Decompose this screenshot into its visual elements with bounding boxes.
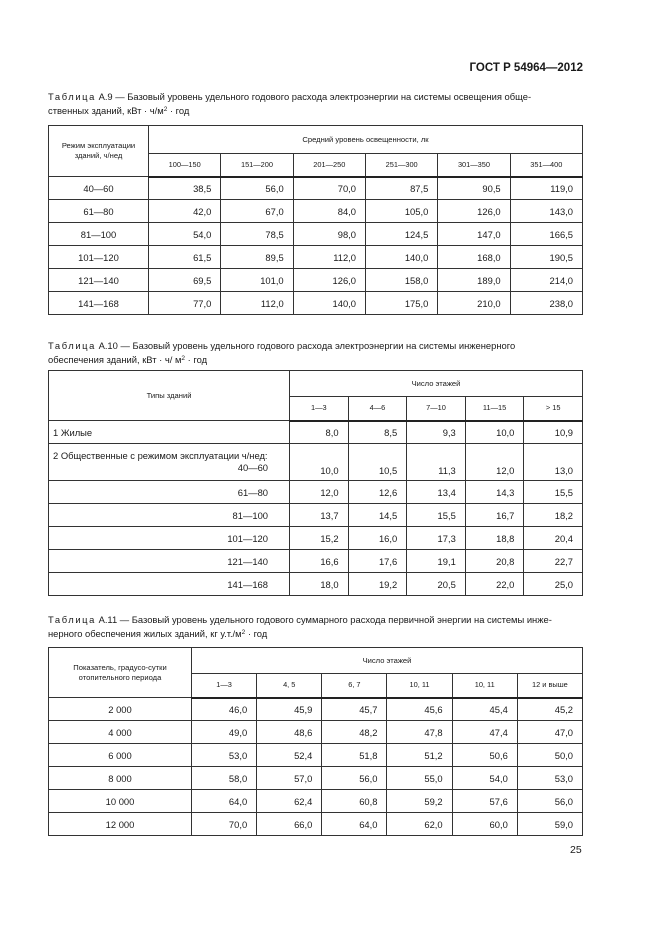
table-cell: 168,0: [438, 246, 510, 269]
table-cell: 57,6: [452, 790, 517, 813]
row-label: 10 000: [49, 790, 192, 813]
table-cell: 14,5: [348, 504, 407, 527]
table-cell: 16,0: [348, 527, 407, 550]
table-cell: 48,2: [322, 721, 387, 744]
row-label: 61—80: [49, 200, 149, 223]
table10-col1-header: Типы зданий: [49, 371, 290, 421]
table10-row-label: 1 Жилые: [49, 421, 290, 444]
row-label: [49, 444, 290, 481]
table10-caption-sup: 2: [181, 354, 186, 362]
table11-caption-line2: нерного обеспечения жилых зданий, кг у.т./м: [48, 627, 242, 639]
table9-caption-line1: А.9 — Базовый уровень удельного годового расхода электроэнергии на системы освещения обще-: [95, 91, 532, 102]
table11-col1-header: Показатель, градусо-сутки отопительного периода: [49, 648, 192, 698]
table-cell: 46,0: [192, 698, 257, 721]
table-cell: 78,5: [221, 223, 293, 246]
table-cell: 56,0: [322, 767, 387, 790]
table-cell: 16,7: [465, 504, 524, 527]
table-row: [49, 269, 583, 292]
table-cell: 70,0: [192, 813, 257, 836]
table9-subheader: 351—400: [510, 154, 582, 177]
table-cell: 140,0: [293, 292, 365, 315]
table-cell: 189,0: [438, 269, 510, 292]
table-cell: 20,4: [524, 527, 583, 550]
table-cell: 20,5: [407, 573, 466, 596]
table-cell: 158,0: [365, 269, 437, 292]
table9-col1-header: Режим эксплуатации зданий, ч/нед: [49, 126, 149, 177]
table10-subheader: 7—10: [407, 397, 466, 421]
table10-caption-tail: · год: [185, 353, 208, 365]
table10-cell: 8,5: [348, 421, 407, 444]
table-cell: 54,0: [149, 223, 221, 246]
table-cell: 47,4: [452, 721, 517, 744]
table-cell: 54,0: [452, 767, 517, 790]
table11-subheader: 10, 11: [452, 674, 517, 698]
table-cell: 60,0: [452, 813, 517, 836]
table9-caption: [48, 90, 582, 117]
table9-subheader: 151—200: [221, 154, 293, 177]
table9-subheader: 301—350: [438, 154, 510, 177]
table11-subheader: 12 и выше: [517, 674, 582, 698]
table-row: [49, 292, 583, 315]
table-cell: 10,5: [348, 444, 407, 481]
table-cell: 98,0: [293, 223, 365, 246]
table-cell: 53,0: [517, 767, 582, 790]
table11-caption-prefix: Таблица: [48, 614, 96, 625]
table-cell: 166,5: [510, 223, 582, 246]
table10-cell: 9,3: [407, 421, 466, 444]
table-row: [49, 790, 583, 813]
table9-caption-prefix: Таблица: [48, 91, 96, 102]
row-label: 121—140: [49, 269, 149, 292]
row-label: 12 000: [49, 813, 192, 836]
table-row: [49, 550, 583, 573]
table9: [48, 125, 583, 315]
table-cell: 45,9: [257, 698, 322, 721]
table-cell: 18,8: [465, 527, 524, 550]
table-cell: 25,0: [524, 573, 583, 596]
table-cell: 52,4: [257, 744, 322, 767]
table10-subheader: 11—15: [465, 397, 524, 421]
table-row: [49, 744, 583, 767]
table11-subheader: 4, 5: [257, 674, 322, 698]
table11-subheader: 1—3: [192, 674, 257, 698]
table-cell: 47,8: [387, 721, 452, 744]
table-cell: 124,5: [365, 223, 437, 246]
row-label: 141—168: [49, 292, 149, 315]
row-label: 81—100: [49, 504, 290, 527]
table11-caption: [48, 613, 582, 640]
table-cell: 17,6: [348, 550, 407, 573]
table9-caption-sup: 2: [163, 105, 168, 113]
table-row: [49, 504, 583, 527]
table-cell: 45,4: [452, 698, 517, 721]
table10-caption-line1: А.10 — Базовый уровень удельного годового расхода электроэнергии на системы инженерного: [95, 340, 516, 351]
table-row: [49, 444, 583, 481]
table-cell: 210,0: [438, 292, 510, 315]
row-label: 101—120: [49, 527, 290, 550]
table-cell: 47,0: [517, 721, 582, 744]
table11-group-header: Число этажей: [192, 648, 583, 674]
row-label: 2 000: [49, 698, 192, 721]
table9-caption-line2: ственных зданий, кВт · ч/м: [48, 104, 164, 116]
table-row: [49, 813, 583, 836]
table-cell: 53,0: [192, 744, 257, 767]
table9-subheader: 100—150: [149, 154, 221, 177]
table10-cell: 10,0: [465, 421, 524, 444]
table10-row-residential: [49, 421, 583, 444]
table-cell: 22,7: [524, 550, 583, 573]
table-row: [49, 177, 583, 200]
table-cell: 15,2: [290, 527, 349, 550]
table-cell: 66,0: [257, 813, 322, 836]
row-label: 8 000: [49, 767, 192, 790]
table10-cell: 8,0: [290, 421, 349, 444]
page-number: 25: [570, 844, 582, 856]
table-cell: 48,6: [257, 721, 322, 744]
table-cell: 126,0: [438, 200, 510, 223]
table-cell: 77,0: [149, 292, 221, 315]
table-cell: 13,7: [290, 504, 349, 527]
table-cell: 11,3: [407, 444, 466, 481]
table-cell: 18,2: [524, 504, 583, 527]
table-cell: 56,0: [221, 177, 293, 200]
table-cell: 57,0: [257, 767, 322, 790]
table-cell: 13,4: [407, 481, 466, 504]
table-cell: 15,5: [524, 481, 583, 504]
table-cell: 140,0: [365, 246, 437, 269]
table10-caption-line2: обеспечения зданий, кВт · ч/ м: [48, 353, 182, 365]
table9-subheader: 251—300: [365, 154, 437, 177]
table-cell: 238,0: [510, 292, 582, 315]
table11-caption-line1: А.11 — Базовый уровень удельного годового суммарного расхода первичной энергии на системы инже-: [95, 614, 552, 625]
table-cell: 147,0: [438, 223, 510, 246]
table-cell: 13,0: [524, 444, 583, 481]
table10: [48, 370, 583, 596]
row-label: 101—120: [49, 246, 149, 269]
table-cell: 214,0: [510, 269, 582, 292]
table-cell: 87,5: [365, 177, 437, 200]
table-cell: 59,2: [387, 790, 452, 813]
table-cell: 61,5: [149, 246, 221, 269]
table-cell: 12,6: [348, 481, 407, 504]
table11-caption-sup: 2: [241, 628, 246, 636]
table10-cell: 10,9: [524, 421, 583, 444]
table-cell: 64,0: [192, 790, 257, 813]
table10-caption: [48, 339, 582, 366]
table-cell: 14,3: [465, 481, 524, 504]
table-cell: 17,3: [407, 527, 466, 550]
table11-subheader: 6, 7: [322, 674, 387, 698]
table-row: [49, 527, 583, 550]
table-cell: 89,5: [221, 246, 293, 269]
table-cell: 60,8: [322, 790, 387, 813]
table-cell: 143,0: [510, 200, 582, 223]
table11: [48, 647, 583, 836]
table-cell: 84,0: [293, 200, 365, 223]
row-label: 121—140: [49, 550, 290, 573]
table9-caption-tail: · год: [167, 104, 190, 116]
table11-subheader: 10, 11: [387, 674, 452, 698]
table-cell: 51,2: [387, 744, 452, 767]
row-label: 6 000: [49, 744, 192, 767]
table-cell: 49,0: [192, 721, 257, 744]
table-cell: 101,0: [221, 269, 293, 292]
table-cell: 45,6: [387, 698, 452, 721]
table10-subheader: 1—3: [290, 397, 349, 421]
table-cell: 19,1: [407, 550, 466, 573]
table-cell: 16,6: [290, 550, 349, 573]
table-cell: 12,0: [465, 444, 524, 481]
table-cell: 59,0: [517, 813, 582, 836]
table-row: [49, 573, 583, 596]
table-cell: 42,0: [149, 200, 221, 223]
row-label-text: 40—60: [237, 462, 268, 473]
table-cell: 70,0: [293, 177, 365, 200]
table9-group-header: Средний уровень освещенности, лк: [149, 126, 583, 154]
row-label: 4 000: [49, 721, 192, 744]
table-cell: 62,0: [387, 813, 452, 836]
table-cell: 45,7: [322, 698, 387, 721]
table-cell: 112,0: [293, 246, 365, 269]
table10-caption-prefix: Таблица: [48, 340, 96, 351]
table-cell: 64,0: [322, 813, 387, 836]
table-cell: 55,0: [387, 767, 452, 790]
row-label: 40—60: [49, 177, 149, 200]
table10-group-header: Число этажей: [290, 371, 583, 397]
table-row: [49, 721, 583, 744]
table-cell: 19,2: [348, 573, 407, 596]
table-cell: 62,4: [257, 790, 322, 813]
table10-subheader: > 15: [524, 397, 583, 421]
table-cell: 69,5: [149, 269, 221, 292]
table-cell: 119,0: [510, 177, 582, 200]
table-cell: 51,8: [322, 744, 387, 767]
table-cell: 45,2: [517, 698, 582, 721]
table-cell: 50,0: [517, 744, 582, 767]
table-row: [49, 767, 583, 790]
table-cell: 126,0: [293, 269, 365, 292]
table-cell: 112,0: [221, 292, 293, 315]
table-row: [49, 246, 583, 269]
table-cell: 90,5: [438, 177, 510, 200]
standard-number: ГОСТ Р 54964—2012: [469, 62, 583, 74]
table-cell: 20,8: [465, 550, 524, 573]
table11-caption-tail: · год: [245, 627, 268, 639]
group-label: 2 Общественные с режимом эксплуатации ч/нед:: [53, 450, 268, 461]
table-cell: 190,5: [510, 246, 582, 269]
table9-subheader: 201—250: [293, 154, 365, 177]
table-cell: 38,5: [149, 177, 221, 200]
row-label: 141—168: [49, 573, 290, 596]
table-row: [49, 200, 583, 223]
table-cell: 10,0: [290, 444, 349, 481]
table-cell: 50,6: [452, 744, 517, 767]
table-cell: 12,0: [290, 481, 349, 504]
table-cell: 58,0: [192, 767, 257, 790]
table-cell: 67,0: [221, 200, 293, 223]
table-cell: 15,5: [407, 504, 466, 527]
table-row: [49, 698, 583, 721]
table-cell: 175,0: [365, 292, 437, 315]
table-cell: 105,0: [365, 200, 437, 223]
table-row: [49, 223, 583, 246]
row-label: 61—80: [49, 481, 290, 504]
table-row: [49, 481, 583, 504]
table10-subheader: 4—6: [348, 397, 407, 421]
table-cell: 56,0: [517, 790, 582, 813]
table-cell: 22,0: [465, 573, 524, 596]
table-cell: 18,0: [290, 573, 349, 596]
row-label: 81—100: [49, 223, 149, 246]
